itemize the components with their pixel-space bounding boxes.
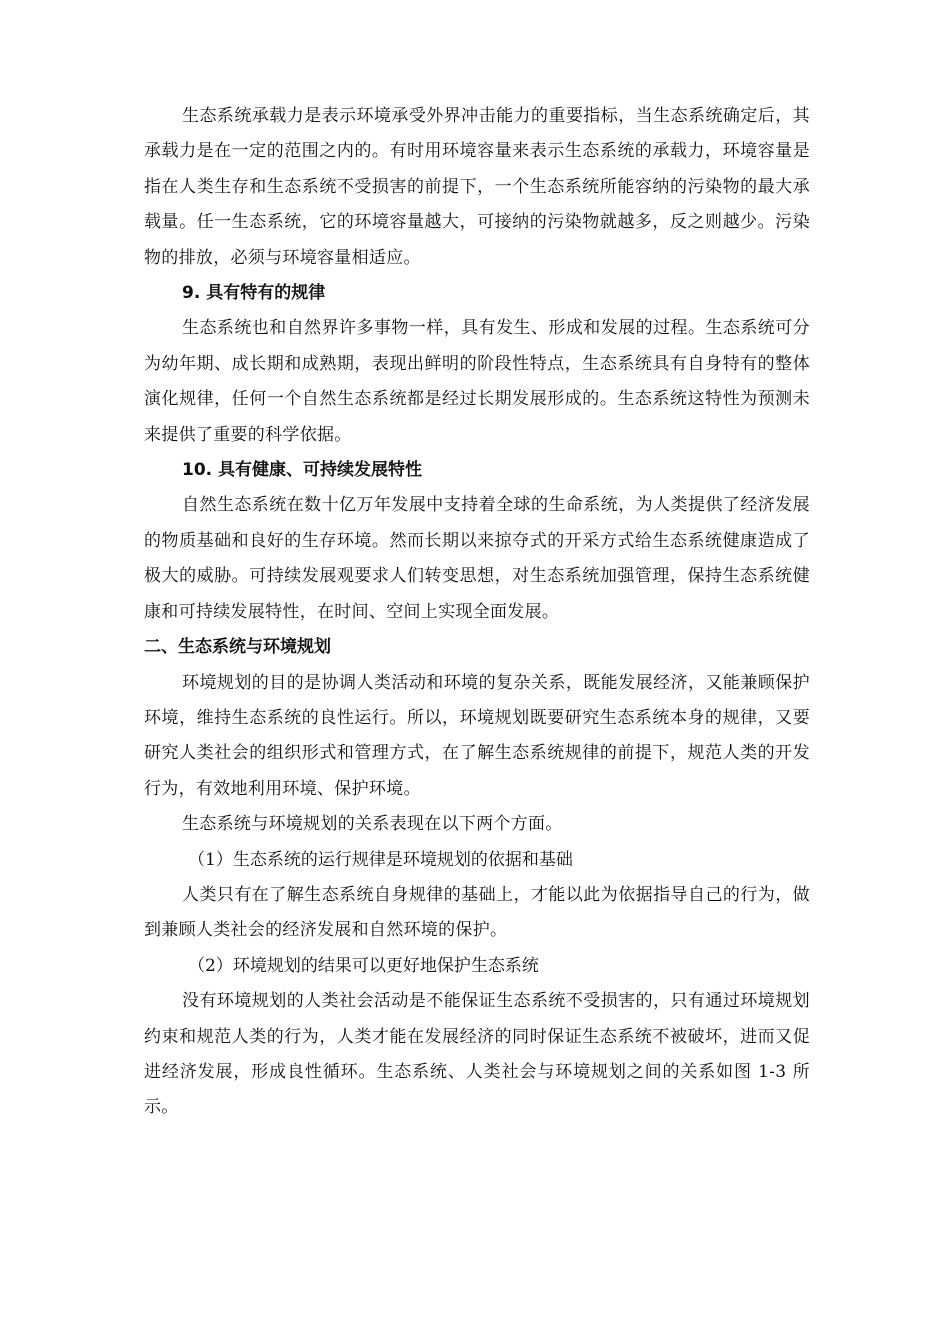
paragraph-evolution: 生态系统也和自然界许多事物一样，具有发生、形成和发展的过程。生态系统可分为幼年期、成长期和成熟期，表现出鲜明的阶段性特点，生态系统具有自身特有的整体演化规律，任何一个自然生态系统都是经过长期发展形成的。生态系统这特性为预测未来提供了重要的科学依据。 (144, 318, 810, 445)
paragraph-planning-purpose: 环境规划的目的是协调人类活动和环境的复杂关系，既能发展经济，又能兼顾保护环境，维持生态系统的良性运行。所以，环境规划既要研究生态系统本身的规律，又要研究人类社会的组织形式和管理方式，在了解生态系统规律的前提下，规范人类的开发行为，有效地利用环境、保护环境。 (144, 672, 810, 799)
section-heading-ecosystem-planning: 二、生态系统与环境规划 (144, 637, 331, 658)
heading-specific-laws: 9. 具有特有的规律 (182, 283, 326, 304)
paragraph-planning-protection: 没有环境规划的人类社会活动是不能保证生态系统不受损害的，只有通过环境规划约束和规范人类的行为，人类才能在发展经济的同时保证生态系统不被破坏，进而又促进经济发展，形成良性循环。生态系统、人类社会与环境规划之间的关系如图 1-3 所示。 (144, 991, 810, 1118)
heading-sustainable: 10. 具有健康、可持续发展特性 (182, 460, 423, 481)
paragraph-carrying-capacity: 生态系统承载力是表示环境承受外界冲击能力的重要指标，当生态系统确定后，其承载力是在一定的范围之内的。有时用环境容量来表示生态系统的承载力，环境容量是指在人类生存和生态系统不受损害的前提下，一个生态系统所能容纳的污染物的最大承载量。任一生态系统，它的环境容量越大，可接纳的污染物就越多，反之则越少。污染物的排放，必须与环境容量相适应。 (144, 106, 810, 268)
paragraph-understanding-laws: 人类只有在了解生态系统自身规律的基础上，才能以此为依据指导自己的行为，做到兼顾人类社会的经济发展和自然环境的保护。 (144, 884, 810, 941)
paragraph-sustainability: 自然生态系统在数十亿万年发展中支持着全球的生命系统，为人类提供了经济发展的物质基础和良好的生存环境。然而长期以来掠夺式的开采方式给生态系统健康造成了极大的威胁。可持续发展观要求人们转变思想，对生态系统加强管理，保持生态系统健康和可持续发展特性，在时间、空间上实现全面发展。 (144, 495, 810, 622)
subheading-planning-results: （2）环境规划的结果可以更好地保护生态系统 (188, 955, 539, 976)
subheading-operation-laws: （1）生态系统的运行规律是环境规划的依据和基础 (188, 849, 573, 870)
paragraph-relationship-intro: 生态系统与环境规划的关系表现在以下两个方面。 (182, 814, 563, 835)
document-page (144, 99, 810, 1126)
